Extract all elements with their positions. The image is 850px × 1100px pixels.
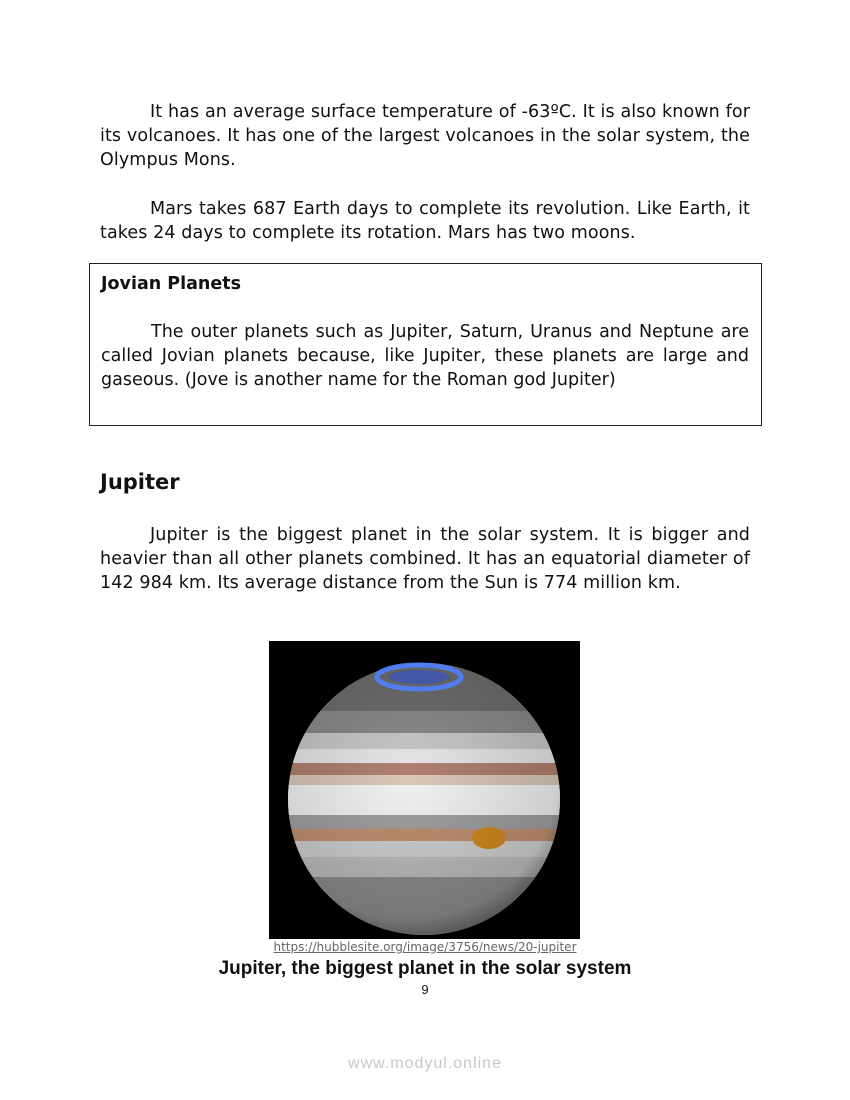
figure-caption: Jupiter, the biggest planet in the solar system	[218, 958, 632, 979]
paragraph-mars-revolution: Mars takes 687 Earth days to complete its revolution. Like Earth, it takes 24 days to complete its rotation. Mars has two moons.	[100, 199, 750, 243]
paragraph-jupiter: Jupiter is the biggest planet in the solar system. It is bigger and heavier than all other planets combined. It has an equatorial diameter of 142 984 km. Its average distance from the Sun is 774 million km.	[100, 525, 750, 593]
paragraph-mars-temperature: It has an average surface temperature of -63ºC. It is also known for its volcanoes. It has one of the largest volcanoes in the solar system, the Olympus Mons.	[100, 102, 750, 170]
jupiter-illustration	[269, 641, 580, 939]
image-source-link[interactable]: https://hubblesite.org/image/3756/news/20-jupiter	[273, 940, 577, 954]
page-number: 9	[421, 982, 429, 997]
jupiter-image	[269, 641, 580, 939]
jovian-planets-title: Jovian Planets	[101, 274, 242, 294]
jovian-planets-box	[89, 263, 762, 426]
watermark: www.modyul.online	[348, 1055, 502, 1072]
jupiter-heading: Jupiter	[100, 470, 180, 494]
jovian-planets-body: The outer planets such as Jupiter, Saturn, Uranus and Neptune are called Jovian planets because, like Jupiter, these planets are large and gaseous. (Jove is another name for the Roman god Jupiter)	[101, 322, 749, 390]
